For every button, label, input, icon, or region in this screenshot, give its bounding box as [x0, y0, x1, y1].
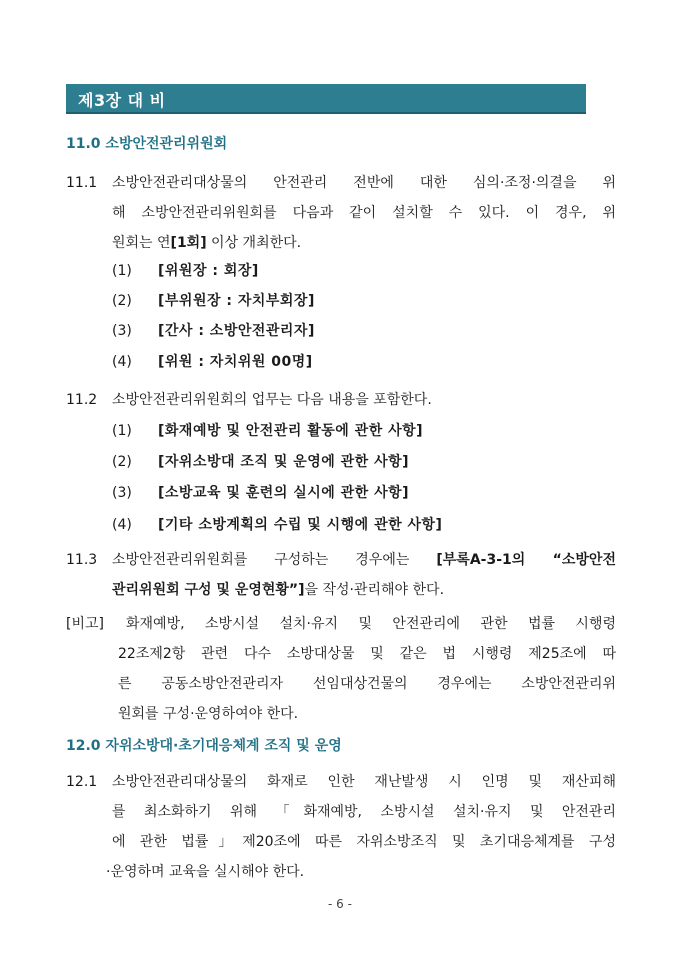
list-item-number: (4) — [112, 354, 132, 370]
list-item-number: (3) — [112, 485, 132, 501]
paragraph-line: ·운영하며 교육을 실시해야 한다. — [106, 864, 305, 880]
text-run: 이상 개최한다. — [206, 235, 302, 251]
text-run: 원회는 연 — [112, 235, 171, 251]
paragraph-line: 소방안전관리대상물의 안전관리 전반에 대한 심의·조정·의결을 위 — [112, 175, 616, 191]
paragraph-11-1 — [66, 168, 616, 258]
emphasis-text: 관리위원회 구성 및 운영현황”] — [112, 582, 305, 598]
paragraph-number: 11.1 — [66, 175, 98, 191]
page-number: - 6 - — [328, 897, 352, 911]
note-line: 화재예방, 소방시설 설치·유지 및 안전관리에 관한 법률 시행령 — [126, 616, 616, 632]
list-item-text: [소방교육 및 훈련의 실시에 관한 사항] — [158, 485, 410, 501]
paragraph-number: 11.2 — [66, 392, 98, 408]
paragraph-11-3 — [66, 545, 616, 605]
emphasis-text: [부록A-3-1의 “소방안전 — [436, 552, 616, 568]
text-run: 소방안전관리위원회를 구성하는 경우에는 — [112, 552, 437, 568]
chapter-header-bar — [66, 84, 586, 114]
note-label: [비고] — [66, 616, 104, 632]
paragraph-line — [112, 575, 616, 605]
paragraph-line: 소방안전관리대상물의 화재로 인한 재난발생 시 인명 및 재산피해 — [112, 774, 616, 790]
list-item-text: [기타 소방계획의 수립 및 시행에 관한 사항] — [158, 517, 443, 533]
list-item-number: (1) — [112, 263, 132, 279]
note-line: 원회를 구성·운영하여야 한다. — [118, 706, 299, 722]
list-item-number: (3) — [112, 323, 132, 339]
emphasis-text: [1회] — [170, 235, 207, 251]
paragraph-line: 를 최소화하기 위해 「화재예방, 소방시설 설치·유지 및 안전관리 — [112, 804, 616, 820]
paragraph-line: 해 소방안전관리위원회를 다음과 같이 설치할 수 있다. 이 경우, 위 — [112, 205, 616, 221]
list-item-text: [화재예방 및 안전관리 활동에 관한 사항] — [158, 423, 424, 439]
list-item-text: [부위원장 : 자치부회장] — [158, 293, 315, 309]
list-item-text: [자위소방대 조직 및 운영에 관한 사항] — [158, 454, 410, 470]
paragraph-line: 에 관한 법률」제20조에 따른 자위소방조직 및 초기대응체계를 구성 — [112, 834, 616, 850]
paragraph-line — [112, 545, 616, 575]
paragraph-11-2 — [66, 385, 616, 415]
list-item-text: [간사 : 소방안전관리자] — [158, 323, 315, 339]
paragraph-number: 11.3 — [66, 552, 98, 568]
chapter-title: 제3장 대 비 — [78, 91, 166, 110]
paragraph-line — [112, 228, 616, 258]
note-block — [66, 609, 616, 729]
paragraph-number: 12.1 — [66, 774, 98, 790]
note-line: 른 공동소방안전관리자 선임대상건물의 경우에는 소방안전관리위 — [118, 676, 616, 692]
list-item-number: (2) — [112, 454, 132, 470]
list-item-number: (1) — [112, 423, 132, 439]
section-heading-12: 12.0 자위소방대·초기대응체계 조직 및 운영 — [66, 738, 342, 754]
paragraph-12-1 — [66, 767, 616, 887]
list-item-number: (4) — [112, 517, 132, 533]
list-item-text: [위원장 : 회장] — [158, 263, 259, 279]
section-heading-11: 11.0 소방안전관리위원회 — [66, 136, 228, 152]
paragraph-line: 소방안전관리위원회의 업무는 다음 내용을 포함한다. — [112, 392, 432, 408]
text-run: 을 작성·관리해야 한다. — [304, 582, 445, 598]
list-item-number: (2) — [112, 293, 132, 309]
note-line: 22조제2항 관련 다수 소방대상물 및 같은 법 시행령 제25조에 따 — [118, 646, 616, 662]
list-item-text: [위원 : 자치위원 00명] — [158, 354, 313, 370]
